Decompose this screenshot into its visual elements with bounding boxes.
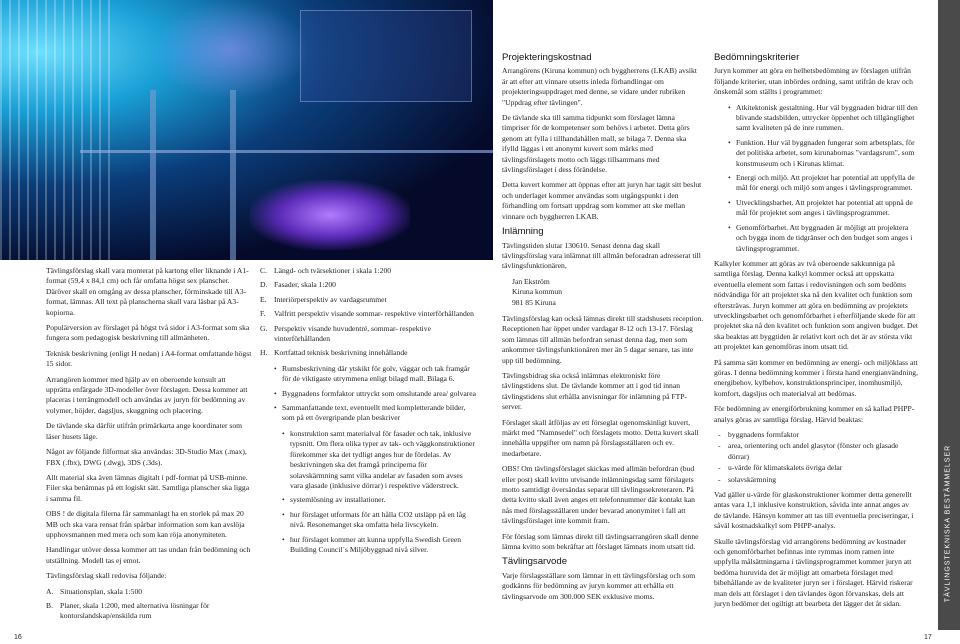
paragraph: För bedömning av energiförbrukning kommer en så kallad PHPP-analys göras av samtliga förslag. Härvid beaktas: <box>714 404 915 424</box>
list-item: • Atkitektonisk gestaltning. Hur väl byggnaden bidrar till den blivande stadsbilden, uttrycker öppenhet och tillgänglighet samt kvaliteten på de inre rummen. <box>714 103 918 134</box>
paragraph: Tävlingsförslag skall redovisa följande: <box>46 571 167 581</box>
bullet-list <box>260 364 476 424</box>
paragraph: Allt material ska även lämnas digitalt i pdf-format på USB-minne. Filer ska benämnas på ett logiskt sätt. Samtliga planscher ska ligga i samma fil. <box>46 472 250 503</box>
paragraph: De tävlande ska därför utifrån primärkarta ange koordinater som läser husets läge. <box>46 421 243 441</box>
paragraph: Vad gäller u-värde för glaskonstruktioner kommer detta generellt antas vara 1,1 inklusive konstruktion, såvida inte annat anges av de tävlande. Hänsyn kommer att tas till eventuella preciseringar, i såväl kostnadskalkyl som PHPP-analys. <box>714 490 914 531</box>
column-3 <box>502 53 704 607</box>
paragraph: Juryn kommer att göra en helhetsbedömning av förslagen utifrån följande kriterier, utan inbördes ordning, samt utifrån de krav och önskemål som ställts i programmet: <box>714 66 913 97</box>
paragraph: De tävlande ska till samma tidpunkt som förslaget lämna timpriser för de kompetenser som behövs i arbetet. Detta görs genom att fylla i tillhandahållen mall, se bilaga 7. Denna ska ifylld läggas i ett anonymt kuvert som märks med tävlingsförslagets motto och läggs tillsammans med tävlingsförslaget i dess förändelse. <box>502 113 690 175</box>
paragraph: Populärversion av förslaget på högst två sidor i A3-format som ska fungera som pedagogisk beskrivning till allmänheten. <box>46 323 250 343</box>
hero-photo <box>0 0 493 260</box>
section-title: TÄVLINGSTEKNISKA BESTÄMMELSER <box>944 444 952 603</box>
list-item: • Utvecklingsbarhet. Att projektet har potential att uppnå de mål för projektet som anges i tävlingsprogrammet. <box>714 198 918 219</box>
list-item: - u-värde för klimatskalets övriga delar <box>714 463 918 473</box>
list-item: • hur förslaget kommer att kunna uppfylla Swedish Green Building Council´s Miljöbyggnad nivå silver. <box>260 535 476 556</box>
list-item: • Sammanfattande text, eventuellt med kompletterande bilder, som på ett övergripande plan beskriver <box>260 403 476 424</box>
paragraph: Handlingar utöver dessa kommer att tas undan från bedömning och utställning. Modell tas ej emot. <box>46 545 251 565</box>
sub-bullet-list <box>260 429 476 555</box>
paragraph: Teknisk beskrivning (enligt H nedan) i A4-format omfattande högst 15 sidor. <box>46 348 252 369</box>
page-number-right: 17 <box>924 634 932 641</box>
paragraph: Tävlingsbidrag ska också inlämnas elektroniskt före tävlingstidens slut. De tävlande kommer att i god tid innan tävlingstidens slut erhålla anvisningar för inlämning på FTP-server. <box>502 370 687 412</box>
list-item: • Funktion. Hur väl byggnaden fungerar som arbetsplats, för det politiska arbetet, som kirunabornas "vardagsrum", som konstmuseum och i Kirunas klimat. <box>714 138 918 169</box>
requirements-list <box>260 266 476 359</box>
paragraph: OBS ! de digitala filerna får sammanlagt ha en storlek på max 20 MB och ska vara rensat från spårbar information som kan avslöja upphovsmannen med mera och som kan röja anonymiteten. <box>46 509 245 539</box>
list-item: • systemlösning av installationer. <box>260 495 476 505</box>
dash-list <box>714 430 918 485</box>
paragraph: Varje förslagsställare som lämnar in ett tävlingsförslag och som godkänns för bedömning av juryn kommer att erhålla ett tävlingsarvode om 300.000 SEK exklusive moms. <box>502 570 696 601</box>
paragraph: Arrangörens (Kiruna kommun) och byggherrens (LKAB) avsikt är att efter att vinnare utsetts inleda förhandlingar om projekteringsuppdraget med denne, se vidare under rubriken "Uppdrag efter tävlingen". <box>502 66 697 107</box>
list-item: H. Kortfattad teknisk beskrivning innehållande <box>260 348 408 358</box>
list-item: • konstruktion samt materialval för fasader och tak, inklusive typsnitt. Om flera olika typer av tak- och väggkonstruktioner förekommer ska det tydligt anges hur de fördelas. Av beskrivningen ska det framgå principerna för solavskärmning samt vilka andelar av fasaden som avses vara glasade (inklusive dörrar) i respektive väderstreck. <box>260 429 476 491</box>
list-item: A. Situationsplan, skala 1:500 <box>46 586 143 596</box>
list-item: • Byggnadens formfaktor uttryckt som omslutande area/ golvarea <box>260 389 476 399</box>
paragraph: Tävlingsförslag kan också lämnas direkt till stadshusets reception. Receptionen har öppet under vardagar 8-12 och 13-17. Förslag som lämnas till allmän befordran senast denna dag, men som ankommer tävlingsfunktionären mer än 5 dagar senare, tas inte upp till bedömning. <box>502 313 704 365</box>
heading: Bedömningskriterier <box>714 52 800 63</box>
paragraph: Skulle tävlingsförslag vid arrangörens bedömning av kostnader och genomförbarhet befinnas inte rymmas inom ramen inte uppfylla målsättningarna i tävlingsprogrammet kommer juryn att bedöma huruvida det är möjligt att omarbeta förslaget med bibehållande av de kvaliteter juryn ser i förslaget. Härvid riskerar man dels att förslaget i den tävlandes ögon förvanskas, dels att juryn bedömer det ogiltigt att bearbeta det lägger det åt sidan. <box>714 536 913 609</box>
list-item: C. Längd- och tvärsektioner i skala 1:200 <box>260 266 392 275</box>
heading: Tävlingsarvode <box>502 556 568 568</box>
paragraph: På samma sätt kommer en bedömning av energi- och miljöklass att göras. I denna bedömning kommer i första hand energianvändning, energibehov, kylbehov, konstruktionsprinciper, inomhusmiljö, komfort, dagsljus och materialval att bedömas. <box>714 357 918 398</box>
list-item: F. Valfritt perspektiv visande sommar- respektive vinterförhållanden <box>260 309 474 319</box>
paragraph: Något av följande filformat ska användas: 3D-Studio Max (.max), FBX (.fbx), DWG (.dwg), 3DS (.3ds). <box>46 447 247 467</box>
list-item: • Energi och miljö. Att projektet har potential att uppfylla de mål för energi och miljö som anges i tävlingsprogrammet. <box>714 173 918 194</box>
paragraph: OBS! Om tävlingsförslaget skickas med allmän befordran (bud eller post) skall kvitto utvisande inlämningsdag samt förslagets motto samtidigt översändas separat till tävlingssekreteraren. På detta kvitto skall även anges ett telefonnummer där kontakt kan nås med förslagsställaren under bevarad anonymitet i fall att tävlingsförslaget inte kommit fram. <box>502 464 695 526</box>
paragraph: För förslag som lämnas direkt till tävlingsarrangören skall denne lämna kvitto som bekräftar att förslaget lämnats inom utsatt tid. <box>502 531 699 552</box>
list-item: E. Interiörperspektiv av vardagsrummet <box>260 294 387 304</box>
requirements-list <box>46 587 252 622</box>
page-number-left: 16 <box>14 634 22 641</box>
paragraph: Förslaget skall åtföljas av ett förseglat ogenomskinligt kuvert, märkt med "Namnsedel" och förslagets motto. Detta kuvert skall innehålla uppgifter om namn på förslagsställaren och ev. medarbetare. <box>502 417 699 458</box>
paragraph: Arrangören kommer med hjälp av en oberoende konsult att upprätta enfärgade 3D-modeller över förslagen. Dessa kommer att placeras i terrängmodell och användas av juryn för bedömning av volymer, höjder, dagsljus, skuggning och placering. <box>46 374 248 415</box>
section-sidebar <box>938 0 960 644</box>
list-item: - byggnadens formfaktor <box>714 430 918 440</box>
paragraph: Kalkyler kommer att göras av två oberoende sakkunniga på samtliga förslag. Denna kalkyl kommer också att uppskatta eventuella element som fattas i redovisningen och som bedöms nödvändiga för att projektet ska nå den kvalitet och funktion som eftersträvas. Juryn kommer att göra en bedömning av projektets utvecklingsbarhet och genomförbarhet i efterföljande skede för att projektet ska nå den kvalitet och funktion som angiven budget. Det ska beaktas att byggtiden är relativt kort och det är av största vikt att projektet kan genomföras inom utsatt tid. <box>714 258 918 352</box>
criteria-list <box>714 103 918 254</box>
column-1 <box>46 266 252 627</box>
list-item: B. Planer, skala 1:200, med alternativa lösningar för kontorslandskap/enskilda rum <box>46 600 210 621</box>
list-item: • Genomförbarhet. Att byggnaden är möjligt att projektera och bygga inom de tidgränser och den budget som anges i tävlingsprogrammet. <box>714 223 918 254</box>
list-item: - solavskärmning <box>714 475 918 485</box>
list-item: • Rumsbeskrivning där ytskikt för golv, väggar och tak framgår för de viktigaste utrymmena enligt bilagd mall. Bilaga 6. <box>260 364 476 385</box>
paragraph: Detta kuvert kommer att öppnas efter att juryn har tagit sitt beslut och underlaget kommer användas som utgångspunkt i den förhandling om fortsatt uppdrag som kommer att ske mellan vinnare och byggherren LKAB. <box>502 180 702 221</box>
heading: Inlämning <box>502 226 544 238</box>
list-item: D. Fasader, skala 1:200 <box>260 280 336 290</box>
list-item: G. Perspektiv visande huvudentré, sommar- respektive vinterförhållanden <box>260 323 431 344</box>
heading: Projekteringskostnad <box>502 52 592 63</box>
address: Jan Ekström Kiruna kommun 981 85 Kiruna <box>512 276 562 307</box>
paragraph: Tävlingsförslag skall vara monterat på kartong eller liknande i A1-format (59,4 x 84,1 cm) och får omfatta högst sex planscher. Däröver skall en omgång av dessa planscher, förminskade till A3-format, lämnas. All text på planscherna skall vara läsbar på A3-kopiorna. <box>46 266 249 317</box>
list-item: • hur förslaget utformats för att hålla CO2 utsläpp på en låg nivå. Resonemanget ska omfatta hela livscykeln. <box>260 510 476 531</box>
paragraph: Tävlingstiden slutar 130610. Senast denna dag skall tävlingsförslag vara inlämnat till allmän beforadran adresserat till tävlingsfunktionären, <box>502 240 701 271</box>
column-4 <box>714 53 918 615</box>
list-item: - area, orientering och andel glasytor (fönster och glasade dörrar) <box>714 441 918 462</box>
column-2 <box>260 266 476 560</box>
